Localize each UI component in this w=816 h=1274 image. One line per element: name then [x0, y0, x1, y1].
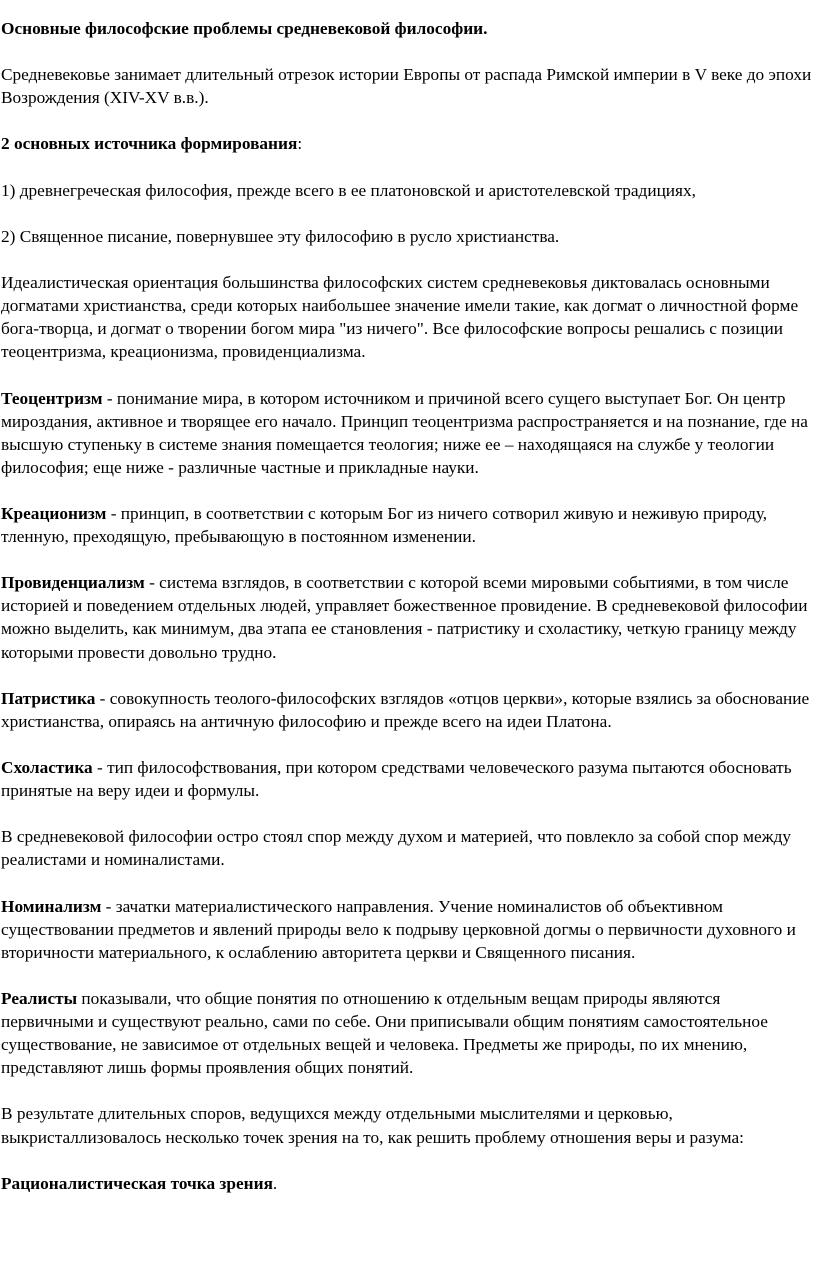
theocentrism-paragraph	[1, 387, 816, 479]
rationalist-suffix: .	[272, 1173, 278, 1193]
source-item-2: 2) Священное писание, повернувшее эту философию в русло христианства.	[1, 226, 560, 246]
sources-heading: 2 основных источника формирования	[1, 134, 298, 154]
intro-paragraph: Средневековье занимает длительный отрезок истории Европы от распада Римской империи в V веке до эпохи Возрождения (XIV-XV в.в.).	[1, 65, 812, 108]
realists-text: показывали, что общие понятия по отношению к отдельным вещам природы являются первичными и существуют реально, сами по себе. Они приписывали общим понятиям самостоятельное существование, не зависимое от отдельных вещей и человека. Предметы же природы, по их мнению, представляют лишь формы проявления общих понятий.	[1, 988, 768, 1078]
conclusion-paragraph: В результате длительных споров, ведущихся между отдельными мыслителями и церковью, выкристаллизовалось несколько точек зрения на то, как решить проблему отношения веры и разума:	[1, 1104, 744, 1147]
sources-heading-paragraph	[1, 132, 816, 155]
source-item-1: 1) древнегреческая философия, прежде всего в ее платоновской и аристотелевской традициях,	[1, 180, 696, 200]
theocentrism-text: - понимание мира, в котором источником и причиной всего сущего выступает Бог. Он центр мироздания, активное и творящее его начало. Принцип теоцентризма распространяется и на познание, где на высшую ступеньку в системе знания помещается теология; ниже ее – находящаяся на службе у теологии философия; еще ниже - различные частные и прикладные науки.	[1, 388, 808, 477]
nominalism-paragraph	[1, 895, 816, 964]
providentialism-text: - система взглядов, в соответствии с которой всеми мировыми событиями, в том числе историей и поведением отдельных людей, управляет божественное провидение. В средневековой философии можно выделить, как минимум, два этапа ее становления - патристику и схоластику, четкую границу между которыми провести довольно трудно.	[1, 573, 808, 662]
nominalism-term: Номинализм	[1, 896, 102, 916]
sources-heading-suffix: :	[297, 134, 303, 154]
creationism-paragraph	[1, 502, 816, 548]
document-title: Основные философские проблемы средневековой философии.	[1, 19, 488, 38]
rationalist-term: Рационалистическая точка зрения	[1, 1173, 273, 1193]
nominalism-text: - зачатки материалистического направления. Учение номиналистов об объективном существовании предметов и явлений природы вело к подрыву церковной догмы о первичности духовного и вторичности материального, к ослаблению авторитета церкви и Священного писания.	[1, 896, 796, 962]
creationism-text: - принцип, в соответствии с которым Бог из ничего сотворил живую и неживую природу, тленную, преходящую, пребывающую в постоянном изменении.	[1, 503, 768, 547]
rationalist-paragraph	[1, 1172, 816, 1195]
document-page	[0, 17, 816, 1218]
patristics-term: Патристика	[1, 688, 96, 708]
scholasticism-paragraph	[1, 756, 816, 802]
theocentrism-term: Теоцентризм	[1, 388, 103, 408]
dispute-paragraph: В средневековой философии остро стоял спор между духом и материей, что повлекло за собой спор между реалистами и номиналистами.	[1, 827, 791, 870]
providentialism-term: Провиденциализм	[1, 573, 145, 593]
realists-term: Реалисты	[1, 988, 78, 1008]
patristics-paragraph	[1, 687, 816, 733]
scholasticism-text: - тип философствования, при котором средствами человеческого разума пытаются обосновать принятые на веру идеи и формулы.	[1, 758, 792, 801]
creationism-term: Креационизм	[1, 503, 107, 523]
idealism-paragraph: Идеалистическая ориентация большинства философских систем средневековья диктовалась основными догматами христианства, среди которых наибольшее значение имели такие, как догмат о личностной форме бога-творца, и догмат о творении богом мира "из ничего". Все философские вопросы решались с позиции теоцентризма, креационизма, провиденциализма.	[1, 273, 799, 362]
providentialism-paragraph	[1, 571, 816, 663]
scholasticism-term: Схоластика	[1, 758, 93, 777]
patristics-text: - совокупность теолого-философских взглядов «отцов церкви», которые взялись за обоснование христианства, опираясь на античную философию и прежде всего на идеи Платона.	[1, 688, 810, 731]
realists-paragraph	[1, 987, 816, 1079]
